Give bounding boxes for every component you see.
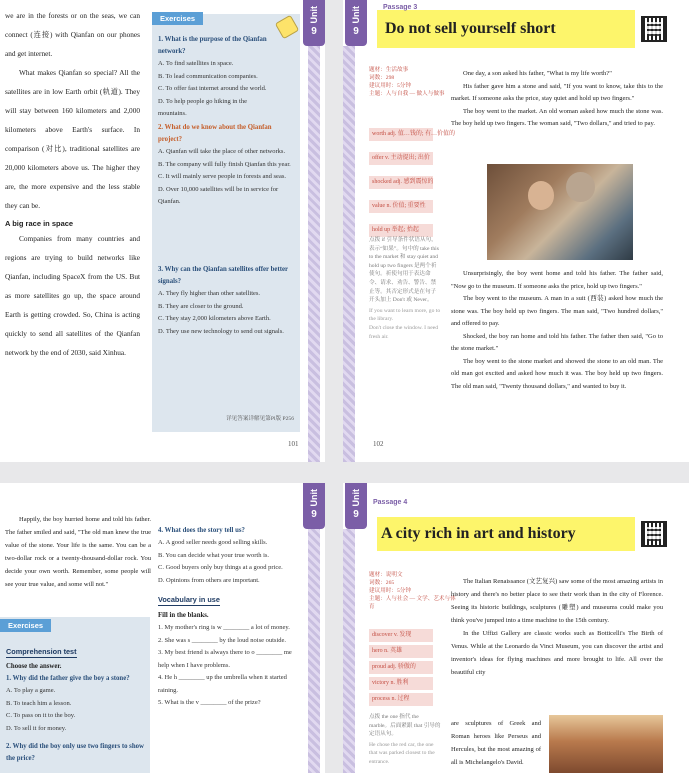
vocab-item: value n. 价值; 重要性 — [369, 200, 433, 213]
paragraph: The boy went to the market. An old woman asked how much the stone was. The boy held up two fingers. The woman said, "Two dollars," and tried to pay. — [451, 107, 663, 127]
grammar-note: 点拨 if 引导条件状语从句，表示“如果”。句中的 take this to the market 和 stay quiet and hold up two fingers 是两个祈使句。祈使句用于表达命令、请求、劝告、警告、禁止等。其否定形式是在句子开头加上 Don't 或 Never。 If you want to learn more, go to the library. Don't close the window. I need fresh air. — [369, 237, 441, 340]
decorative-strip — [343, 46, 355, 462]
paragraph: The boy went to the museum. A man in a suit (西装) asked how much the stone was. The boy held up two fingers. The man said, "Two hundred dollars," and offered to pay. — [451, 295, 663, 327]
unit-tab: Unit 9 — [303, 0, 325, 46]
option: D. To sell it for money. — [6, 724, 67, 732]
option: D. To help people go hiking in the mountains. — [158, 97, 247, 117]
passage-tag: Passage 3 — [383, 4, 418, 11]
exercises-label: Exercises — [152, 12, 203, 25]
paragraph: Companies from many countries and regions are trying to build networks like Qianfan, including SpaceX from the US. But as more satellites go up, the space around Earth is getting crowded. So, China is acting quickly to send all satellites of the Qianfan network by the end of 2030, said Xinhua. — [5, 234, 140, 357]
page-103 — [0, 483, 325, 773]
blank-item: 5. What is the v ________ of the prize? — [158, 699, 261, 706]
page-104 — [343, 483, 689, 773]
option: B. They are closer to the ground. — [158, 302, 244, 310]
instruction: Fill in the blanks. — [158, 612, 209, 619]
passage-tag: Passage 4 — [373, 499, 408, 506]
option: C. To pass on it to the boy. — [6, 712, 76, 719]
unit-tab: Unit 9 — [345, 0, 367, 46]
florence-photo — [549, 715, 663, 773]
decorative-strip — [343, 529, 355, 773]
passage-meta: 题材：生活故事 词数：298 建议用时：5分钟 主题：人与自我 — 做人与做事 — [369, 67, 445, 97]
question-4: 4. What does the story tell us? — [158, 527, 245, 534]
article-text-top — [451, 575, 663, 679]
vocab-item: worth adj. 值…钱的; 有…价值的 — [369, 128, 433, 141]
blank-item: 1. My mother's ring is w ________ a lot of money. — [158, 624, 290, 631]
option: A. A good seller needs good selling skills. — [158, 539, 268, 546]
question-1: 1. Why did the father give the boy a stone? — [6, 675, 130, 682]
unit-tab: Unit 9 — [345, 483, 367, 529]
blank-item: 3. My best friend is always there to o ________ me help when I have problems. — [158, 649, 292, 669]
option: D. Over 10,000 satellites will be in service for Qianfan. — [158, 185, 279, 205]
qr-code-icon[interactable] — [641, 16, 667, 42]
option: D. Opinions from others are important. — [158, 576, 260, 584]
paragraph: What makes Qianfan so special? All the satellites are in low Earth orbit (轨道). They will stay between 160 kilometers and 2,000 kilometers above Earth's surface. In comparison (对比), traditional satellites are 20,000 kilometers above us. The higher they are, the more expensive and the less stable they can be. — [5, 68, 140, 210]
paragraph: In the Uffizi Gallery are classic works such as Botticelli's The Birth of Venus. While at the Leonardo da Vinci Museum, you can discover the artist and inventor's ideas for flying machines and more brought to life. All over the beautiful city — [451, 630, 663, 676]
vocab-item: proud adj. 骄傲的 — [369, 661, 433, 674]
question-2: 2. Why did the boy only use two fingers to show the price? — [6, 743, 144, 762]
paragraph: His father gave him a stone and said, "If you want to know, take this to the market. If someone asks the price, stay quiet and hold up two fingers." — [451, 82, 663, 102]
paragraph: Happily, the boy hurried home and told his father. The father smiled and said, "The old man knew the true value of the stone. Your life is the same. You can be a two-dollar rock or a twenty-thousand-dollar rock. You decide your own worth. Remember, some people will see your true value, and some will not." — [5, 516, 151, 588]
option: A. Qianfan will take the place of other networks. — [158, 148, 286, 155]
page-gap-vertical — [325, 0, 343, 773]
title-banner — [377, 517, 635, 551]
paragraph: The boy went to the stone market and showed the stone to an old man. The old man got excited and asked how much it was. The boy held up two fingers. The old man said, "Twenty thousand dollars," and wanted to buy it. — [451, 357, 663, 390]
story-text-top — [451, 68, 663, 131]
instruction: Choose the answer. — [6, 663, 62, 670]
blank-item: 2. She was s ________ by the loud noise outside. — [158, 636, 287, 644]
grammar-note: 点拨 the one 指代 the marble。后面紧跟 that 引导的定语从句。 He chose the red car, the one that was parked closest to the entrance. — [369, 714, 441, 765]
vocab-item: process n. 过程 — [369, 693, 433, 706]
blank-item: 4. He h ________ up the umbrella when it started raining. — [158, 674, 287, 694]
option: D. They use new technology to send out signals. — [158, 327, 284, 335]
vocab-list — [369, 629, 433, 709]
title-banner — [377, 4, 635, 48]
vocab-item: hero n. 英雄 — [369, 645, 433, 658]
story-illustration — [487, 164, 633, 260]
section-heading: A big race in space — [5, 219, 74, 228]
page-102 — [343, 0, 689, 462]
paragraph: are sculptures of Greek and Roman heroes like Perseus and Hercules, but the most amazing of all is Michelangelo's David. — [451, 720, 541, 766]
article-text-bottom — [451, 717, 541, 769]
page-101 — [0, 0, 325, 462]
decorative-strip — [308, 529, 320, 773]
option: A. To find satellites in space. — [158, 60, 234, 67]
paragraph: The Italian Renaissance (文艺复兴) saw some of the most amazing artists in history and there's no better place to see their work than in the city of Florence. Seeing its historic buildings, sculptures (雕塑) and museums could make you think you've jumped into a time machine to the 15th century. — [451, 578, 663, 624]
question-3: 3. Why can the Qianfan satellites offer better signals? — [158, 266, 288, 285]
unit-tab: Unit 9 — [303, 483, 325, 529]
vocab-item: shocked adj. 感到震惊的 — [369, 176, 433, 189]
exercise-panel — [0, 617, 150, 773]
decorative-strip — [308, 46, 320, 462]
option: B. You can decide what your true worth is. — [158, 551, 270, 559]
story-text-bottom — [451, 268, 663, 393]
exercise-column-right — [158, 525, 298, 710]
paragraph: Unsurprisingly, the boy went home and told his father. The father said, "Now go to the museum. If someone asks the price, hold up two fingers." — [451, 270, 663, 290]
vocab-item: discover v. 发现 — [369, 629, 433, 642]
page-number: 101 — [288, 440, 299, 448]
option: A. To play a game. — [6, 687, 56, 694]
option: C. To offer fast internet around the world. — [158, 85, 267, 92]
vocab-heading: Vocabulary in use — [158, 595, 220, 604]
question-1: 1. What is the purpose of the Qianfan network? — [158, 36, 267, 55]
paragraph: One day, a son asked his father, "What is my life worth?" — [463, 70, 612, 77]
option: B. The company will fully finish Qianfan this year. — [158, 160, 291, 168]
answer-reference: 详见答案详解见第Pl版 P256 — [226, 416, 294, 422]
option: B. To teach him a lesson. — [6, 699, 72, 707]
option: C. They stay 2,000 kilometers above Earth. — [158, 315, 271, 322]
vocab-list — [369, 128, 455, 238]
option: B. To lead communication companies. — [158, 72, 258, 80]
passage-title: Do not sell yourself short — [385, 20, 556, 37]
comprehension-heading: Comprehension test — [6, 647, 77, 656]
article-column — [5, 6, 140, 362]
vocab-item: offer v. 主动提出; 出价 — [369, 152, 433, 165]
option: C. It will mainly serve people in forests and seas. — [158, 173, 286, 180]
option: A. They fly higher than other satellites. — [158, 290, 261, 297]
vocab-item: hold up 举起; 抬起 — [369, 224, 433, 237]
story-ending — [5, 513, 151, 591]
paragraph: we are in the forests or on the seas, we can connect (连接) with Qianfan on our phones and get internet. — [5, 11, 140, 58]
passage-meta: 题材：说明文 词数：265 建议用时：5分钟 主题：人与社会 — 文学、艺术与体育 — [369, 572, 456, 610]
option: C. Good buyers only buy things at a good price. — [158, 564, 283, 571]
paragraph: Shocked, the boy ran home and told his father. The father then said, "Go to the stone market." — [451, 332, 663, 352]
pencil-icon — [275, 15, 300, 40]
passage-title: A city rich in art and history — [381, 525, 576, 542]
page-number: 102 — [373, 440, 384, 448]
exercise-panel — [152, 14, 300, 432]
qr-code-icon[interactable] — [641, 521, 667, 547]
page-gap-horizontal — [0, 462, 689, 483]
question-2: 2. What do we know about the Qianfan project? — [158, 124, 272, 143]
exercises-label: Exercises — [0, 619, 51, 632]
vocab-item: victory n. 胜利 — [369, 677, 433, 690]
